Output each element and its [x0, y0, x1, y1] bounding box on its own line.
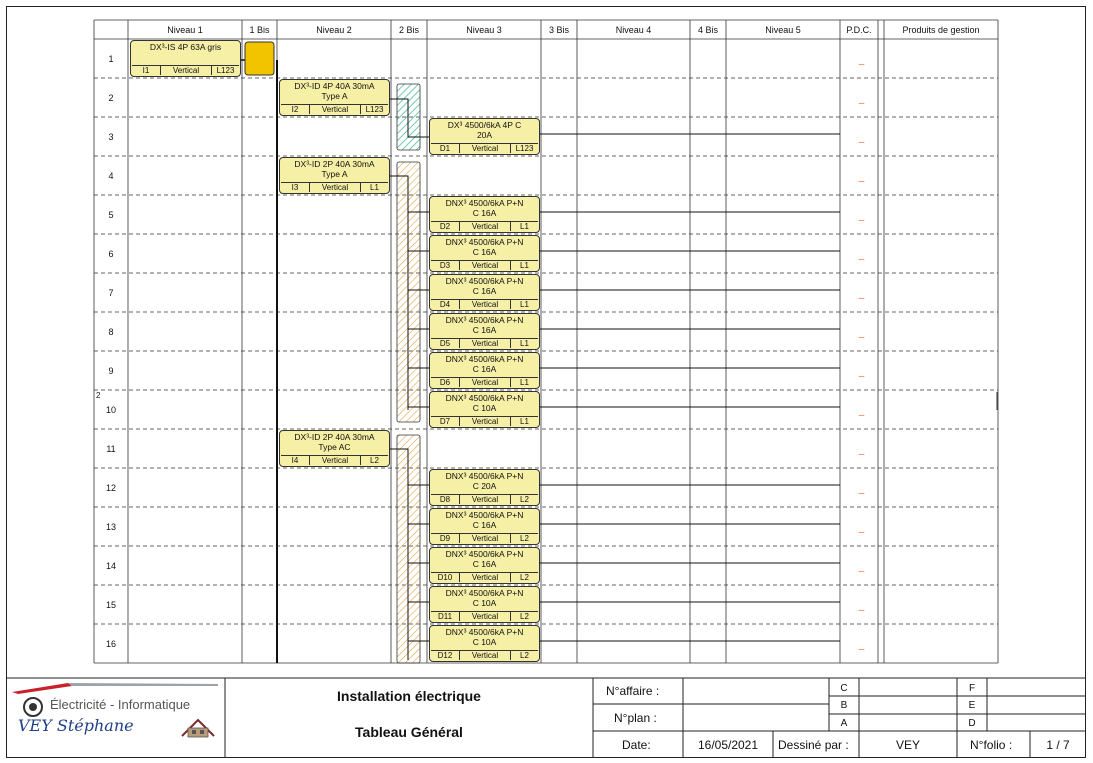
breaker-rating: Type A — [321, 169, 348, 179]
pdc-marker: – — [858, 332, 865, 343]
breaker-ref: D11 — [431, 612, 460, 621]
row-number: 15 — [105, 599, 116, 610]
row-number: 8 — [108, 326, 114, 337]
breaker-ref: I1 — [132, 66, 161, 75]
pdc-marker: – — [858, 644, 865, 655]
pdc-marker: – — [858, 371, 865, 382]
column-header: 4 Bis — [697, 24, 718, 35]
breaker-phase: L1 — [520, 378, 529, 387]
pdc-marker: – — [858, 293, 865, 304]
company-logo — [8, 680, 222, 756]
row-number: 6 — [108, 248, 114, 259]
revision-c: C — [840, 683, 848, 694]
breaker-rating: C 20A — [472, 481, 497, 491]
pdc-marker: – — [858, 527, 865, 538]
breaker-mount: Vertical — [460, 378, 511, 387]
breaker-rating: 20A — [476, 130, 493, 140]
pdc-marker: – — [858, 605, 865, 616]
folio-label: N°folio : — [970, 738, 1013, 752]
breaker-label: DX³-IS 4P 63A gris — [149, 42, 222, 52]
drawing-title: Installation électrique — [337, 688, 481, 704]
breaker-label: DNX³ 4500/6kA P+N — [445, 627, 524, 637]
folio-value: 1 / 7 — [1046, 738, 1070, 752]
column-header: Niveau 3 — [466, 24, 502, 35]
pdc-marker: – — [858, 449, 865, 460]
revision-f: F — [968, 683, 976, 694]
column-header: P.D.C. — [846, 24, 872, 35]
breaker-mount: Vertical — [310, 183, 361, 192]
drawn-by-value: VEY — [895, 738, 920, 752]
breaker-label: DNX³ 4500/6kA P+N — [445, 276, 524, 286]
row-number: 2 — [108, 92, 114, 103]
row-number: 12 — [105, 482, 116, 493]
breaker-label: DNX³ 4500/6kA P+N — [445, 198, 524, 208]
drawing-subtitle: Tableau Général — [355, 724, 463, 740]
breaker-mount: Vertical — [310, 105, 361, 114]
breaker-ref: D10 — [431, 573, 460, 582]
breaker-mount: Vertical — [460, 222, 511, 231]
date-value: 16/05/2021 — [697, 738, 759, 752]
breaker-ref: I2 — [281, 105, 310, 114]
breaker-mount: Vertical — [161, 66, 212, 75]
house-icon — [178, 714, 218, 740]
breaker-mount: Vertical — [460, 144, 511, 153]
breaker-phase: L123 — [365, 105, 384, 114]
breaker-rating: C 10A — [472, 403, 497, 413]
company-line2: VEY Stéphane — [18, 716, 134, 735]
breaker-phase: L1 — [520, 222, 529, 231]
row-number: 14 — [105, 560, 116, 571]
breaker-ref: D9 — [431, 534, 460, 543]
breaker-ref: D12 — [431, 651, 460, 660]
breaker-rating: C 16A — [472, 325, 497, 335]
breaker-phase: L2 — [520, 651, 529, 660]
row-number: 1 — [108, 53, 114, 64]
breaker-rating: C 16A — [472, 559, 497, 569]
breaker-ref: D8 — [431, 495, 460, 504]
breaker-ref: I4 — [281, 456, 310, 465]
company-line1: Électricité - Informatique — [50, 697, 191, 712]
breaker-rating: Type A — [321, 91, 348, 101]
breaker-rating: C 16A — [472, 208, 497, 218]
breaker-label: DNX³ 4500/6kA P+N — [445, 393, 524, 403]
affaire-label: N°affaire : — [606, 684, 660, 698]
plug-icon — [22, 696, 44, 718]
breaker-phase: L2 — [520, 612, 529, 621]
pdc-marker: – — [858, 254, 865, 265]
breaker-label: DX³-ID 2P 40A 30mA — [294, 159, 375, 169]
breaker-mount: Vertical — [460, 339, 511, 348]
breaker-mount: Vertical — [310, 456, 361, 465]
breaker-label: DNX³ 4500/6kA P+N — [445, 510, 524, 520]
pdc-marker: – — [858, 488, 865, 499]
breaker-phase: L1 — [520, 339, 529, 348]
breaker-rating: C 16A — [472, 286, 497, 296]
breaker-phase: L1 — [520, 417, 529, 426]
breaker-rating: C 10A — [472, 637, 497, 647]
breaker-ref: D3 — [431, 261, 460, 270]
row-number: 13 — [105, 521, 116, 532]
row-number: 4 — [108, 170, 114, 181]
revision-b: B — [840, 700, 848, 711]
plan-label: N°plan : — [614, 711, 657, 725]
pdc-marker: – — [858, 410, 865, 421]
pdc-marker: – — [858, 566, 865, 577]
row-number: 5 — [108, 209, 114, 220]
row-number: 10 — [105, 404, 116, 415]
breaker-mount: Vertical — [460, 495, 511, 504]
row-number: 3 — [108, 131, 114, 142]
breaker-ref: D5 — [431, 339, 460, 348]
row-number: 11 — [106, 443, 116, 454]
breaker-ref: D2 — [431, 222, 460, 231]
breaker-ref: D4 — [431, 300, 460, 309]
breaker-phase: L2 — [520, 534, 529, 543]
breaker-rating: Type AC — [318, 442, 351, 452]
breaker-mount: Vertical — [460, 261, 511, 270]
breaker-rating: C 16A — [472, 364, 497, 374]
pdc-marker: – — [858, 137, 865, 148]
breaker-mount: Vertical — [460, 612, 511, 621]
column-header: 1 Bis — [249, 24, 270, 35]
pdc-marker: – — [858, 176, 865, 187]
breaker-label: DNX³ 4500/6kA P+N — [445, 315, 524, 325]
breaker-mount: Vertical — [460, 417, 511, 426]
breaker-phase: L2 — [370, 456, 379, 465]
breaker-label: DX³ 4500/6kA 4P C — [447, 120, 522, 130]
breaker-label: DNX³ 4500/6kA P+N — [445, 354, 524, 364]
breaker-rating: C 16A — [472, 247, 497, 257]
column-header: 2 Bis — [398, 24, 419, 35]
breaker-phase: L2 — [520, 495, 529, 504]
revision-d: D — [968, 718, 976, 729]
breaker-label: DNX³ 4500/6kA P+N — [445, 471, 524, 481]
breaker-label: DX³-ID 2P 40A 30mA — [294, 432, 375, 442]
breaker-phase: L123 — [216, 66, 235, 75]
revision-e: E — [968, 700, 976, 711]
breaker-rating: C 10A — [472, 598, 497, 608]
breaker-mount: Vertical — [460, 534, 511, 543]
breaker-ref: D7 — [431, 417, 460, 426]
row-number: 16 — [105, 638, 116, 649]
breaker-label: DNX³ 4500/6kA P+N — [445, 549, 524, 559]
breaker-phase: L1 — [370, 183, 379, 192]
pdc-marker: – — [858, 215, 865, 226]
breaker-rating: C 16A — [472, 520, 497, 530]
row-number: 7 — [108, 287, 114, 298]
revision-a: A — [840, 718, 848, 729]
breaker-label: DNX³ 4500/6kA P+N — [445, 237, 524, 247]
breaker-phase: L2 — [520, 573, 529, 582]
breaker-label: DNX³ 4500/6kA P+N — [445, 588, 524, 598]
date-label: Date: — [622, 738, 651, 752]
pdc-marker: – — [858, 98, 865, 109]
column-header: Niveau 5 — [765, 24, 801, 35]
drawn-by-label: Dessiné par : — [778, 738, 849, 752]
breaker-ref: D6 — [431, 378, 460, 387]
pdc-marker: – — [858, 59, 865, 70]
column-header: 3 Bis — [548, 24, 569, 35]
breaker-phase: L1 — [520, 261, 529, 270]
breaker-mount: Vertical — [460, 651, 511, 660]
column-header: Produits de gestion — [902, 24, 980, 35]
breaker-label: DX³-ID 4P 40A 30mA — [294, 81, 375, 91]
breaker-phase: L1 — [520, 300, 529, 309]
column-header: Niveau 1 — [167, 24, 203, 35]
row-number: 9 — [108, 365, 114, 376]
breaker-mount: Vertical — [460, 573, 511, 582]
column-header: Niveau 2 — [316, 24, 352, 35]
breaker-phase: L123 — [515, 144, 534, 153]
row-note: 2 — [96, 391, 101, 400]
column-header: Niveau 4 — [615, 24, 652, 35]
breaker-ref: D1 — [431, 144, 460, 153]
breaker-mount: Vertical — [460, 300, 511, 309]
breaker-ref: I3 — [281, 183, 310, 192]
